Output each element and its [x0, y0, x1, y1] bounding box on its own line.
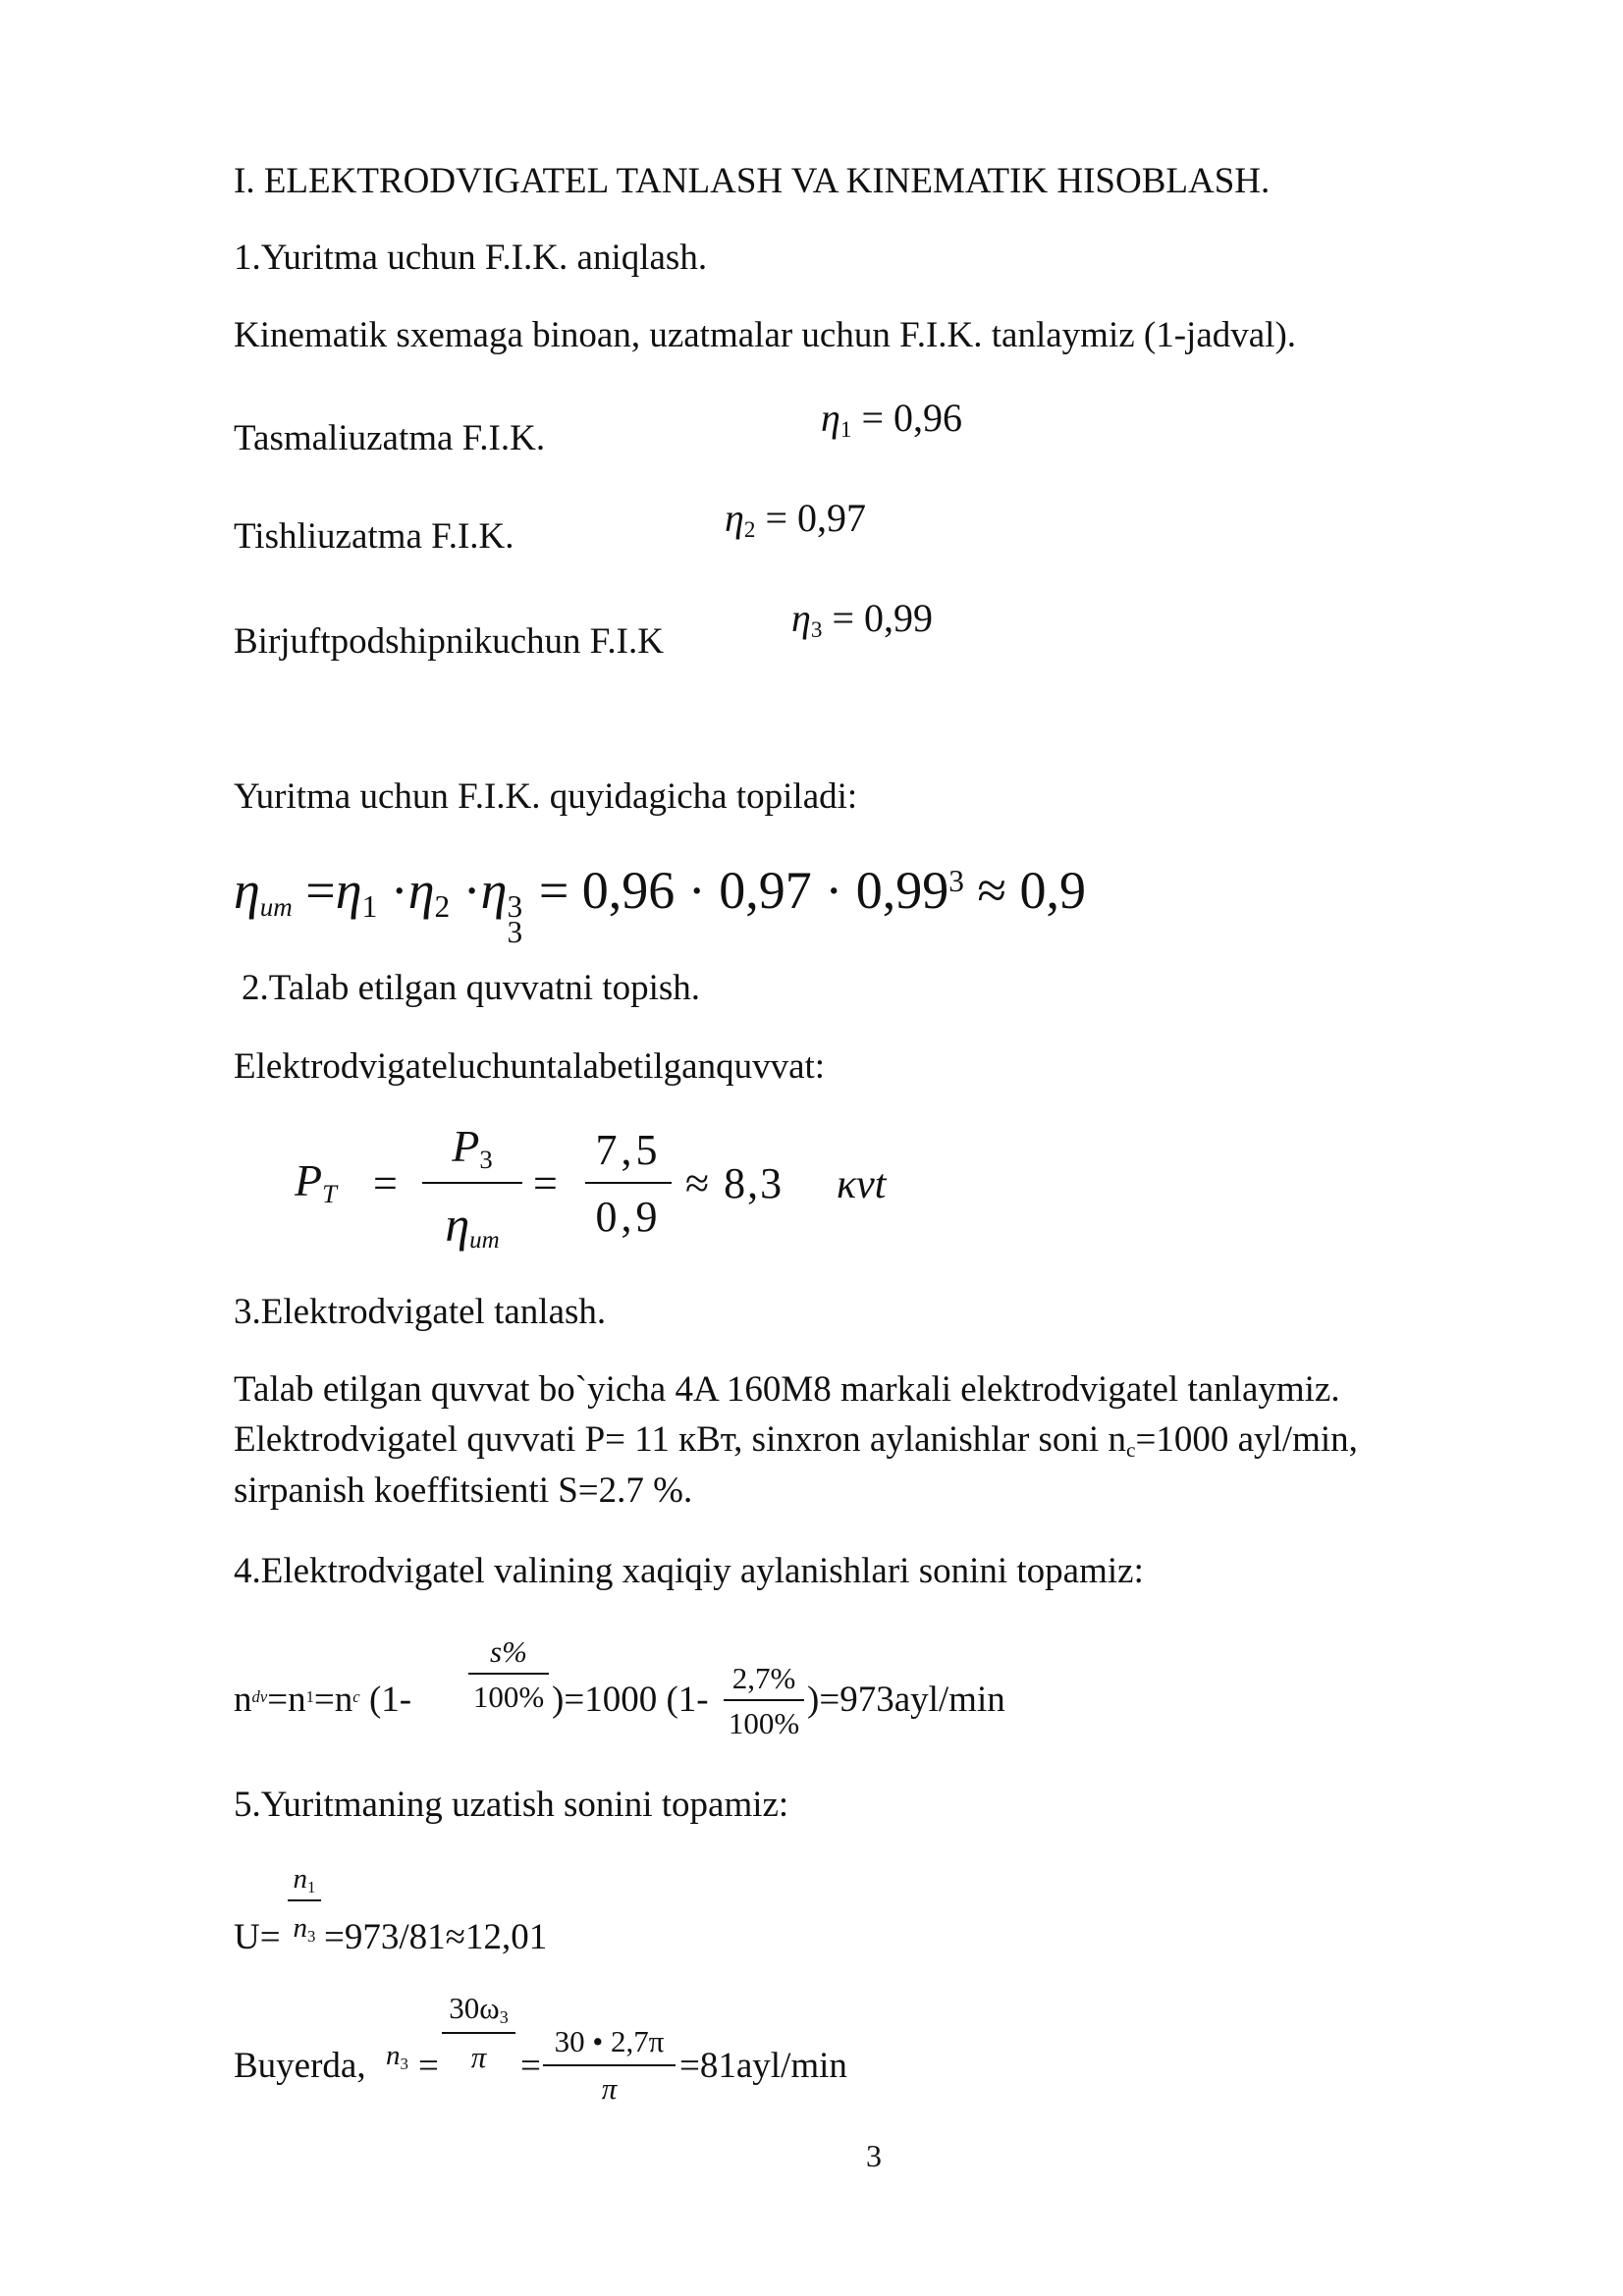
fraction-bar [288, 1899, 321, 1901]
speed-fraction-2-numerator: 30 • 2,7π [554, 2024, 665, 2058]
section-1-title: 1.Yuritma uchun F.I.K. aniqlash. [234, 238, 708, 278]
slip-fraction-numerator: s% [490, 1634, 527, 1669]
section-1-intro: Kinematik sxemaga binoan, uzatmalar uchun F.I.K. tanlaymiz (1-jadval). [234, 315, 1297, 355]
fraction-bar [468, 1673, 549, 1675]
power-fraction-2-numerator: 7,5 [595, 1126, 662, 1174]
section-2-title: 2.Talab etilgan quvvatni topish. [242, 968, 701, 1008]
section-3-line-2: Elektrodvigatel quvvati P= 11 кВт, sinxron aylanishlar soni nc=1000 ayl/min, [234, 1419, 1358, 1462]
ratio-numerator: n1 [293, 1863, 316, 1896]
efficiency-row-formula-2: η2 = 0,97 [725, 496, 866, 544]
power-unit: κvt [837, 1162, 887, 1207]
efficiency-row-formula-1: η1 = 0,96 [821, 396, 962, 444]
speed-symbol: n3 [386, 2040, 408, 2073]
total-efficiency-equation: ηum =η1 ·η2 ·η 3 3 = $0,96 \cdot 0,97 \cdot 0,99^3 \approx 0,9$ [234, 861, 1087, 950]
fraction-bar [724, 1699, 804, 1701]
speed-equals-1: = [418, 2046, 439, 2086]
section-5-title: 5.Yuritmaning uzatish sonini topamiz: [234, 1785, 789, 1825]
section-3-line-3: sirpanish koeffitsienti S=2.7 %. [234, 1470, 693, 1511]
power-equals-1: = [373, 1159, 398, 1207]
power-fraction-1-denominator: ηum [445, 1197, 500, 1254]
rotation-lhs: $n^{dv}=n^1=n^c$ (1- [234, 1680, 412, 1720]
power-lhs: PT [295, 1155, 337, 1209]
total-efficiency-intro: Yuritma uchun F.I.K. quyidagicha topiladi: [234, 776, 858, 817]
efficiency-row-label-3: Birjuftpodshipnikuchun F.I.K [234, 621, 664, 662]
section-2-intro: Elektrodvigateluchuntalabetilganquvvat: [234, 1046, 826, 1087]
speed-fraction-1-denominator: π [470, 2040, 487, 2074]
power-equals-2: = [533, 1159, 558, 1207]
fraction-bar [543, 2064, 676, 2066]
rotation-middle: )=1000 (1- [552, 1680, 709, 1720]
section-3-line-1: Talab etilgan quvvat bo`yicha 4A 160M8 markali elektrodvigatel tanlaymiz. [234, 1369, 1340, 1410]
slip-fraction-denominator: 100% [472, 1680, 545, 1714]
speed-fraction-1-numerator: 30ω3 [449, 1991, 509, 2028]
fraction-bar [585, 1182, 672, 1184]
speed-equals-2: = [520, 2046, 541, 2086]
efficiency-row-formula-3: η3 = 0,99 [791, 596, 933, 644]
section-3-title: 3.Elektrodvigatel tanlash. [234, 1292, 607, 1332]
power-fraction-1-numerator: P3 [452, 1121, 493, 1175]
power-fraction-2-denominator: 0,9 [595, 1193, 662, 1241]
ratio-denominator: n3 [293, 1912, 316, 1946]
ratio-lhs: U= [234, 1917, 281, 1957]
page-number: 3 [866, 2138, 882, 2173]
slip-value-numerator: 2,7% [731, 1661, 796, 1695]
rotation-result: )=973ayl/min [807, 1680, 1005, 1720]
ratio-result: =973/81≈12,01 [324, 1917, 548, 1957]
speed-result: =81ayl/min [679, 2046, 847, 2086]
power-result: ≈ 8,3 [685, 1159, 784, 1207]
slip-value-denominator: 100% [728, 1706, 800, 1740]
fraction-bar [442, 2032, 515, 2034]
section-4-title: 4.Elektrodvigatel valining xaqiqiy aylanishlari sonini topamiz: [234, 1551, 1144, 1591]
efficiency-row-label-1: Tasmaliuzatma F.I.K. [234, 418, 546, 458]
speed-fraction-2-denominator: π [601, 2071, 618, 2106]
speed-intro: Buyerda, [234, 2046, 366, 2086]
fraction-bar [422, 1182, 522, 1184]
efficiency-row-label-2: Tishliuzatma F.I.K. [234, 516, 514, 557]
chapter-heading: I. ELEKTRODVIGATEL TANLASH VA KINEMATIK HISOBLASH. [234, 161, 1271, 201]
